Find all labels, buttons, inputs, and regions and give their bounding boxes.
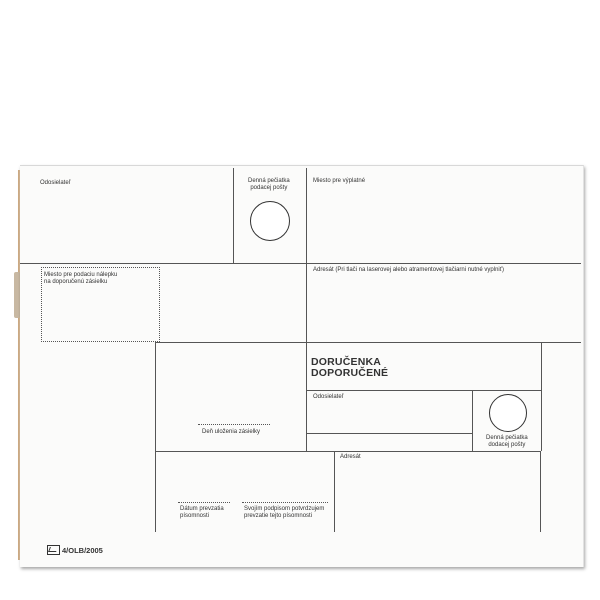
recipient-note: Adresát (Pri tlači na laserovej alebo atramentovej tlačiarni nutné vyplniť) [313, 267, 505, 273]
postage-place-label: Miesto pre výplatné [313, 178, 366, 184]
envelope-icon [47, 545, 60, 555]
slip-lower-right-edge [540, 451, 541, 532]
slip-middle-line [155, 451, 540, 452]
divider-stamp-left [233, 168, 234, 263]
sender-label: Odosielateľ [40, 180, 71, 186]
slip-sender-bottom [306, 433, 472, 434]
slip-title-underline [306, 390, 541, 391]
slip-lower-divider [334, 451, 335, 532]
slip-right-edge [541, 342, 542, 451]
slip-title: DORUČENKA DOPORUČENÉ [311, 356, 389, 379]
registered-mail-form [20, 165, 584, 567]
label-placement-text: Miesto pre podaciu nálepku na doporučenú zásielku [44, 272, 118, 285]
signature-label: Svojím podpisom potvrdzujem prevzatie tejto písomnosti [244, 506, 325, 519]
postmark-circle-top [250, 201, 290, 241]
divider-stamp-right [306, 168, 307, 342]
slip-left-line [155, 342, 156, 532]
signature-line [242, 502, 328, 503]
slip-recipient-label: Adresát [340, 454, 361, 460]
storage-day-label: Deň uloženia zásielky [202, 429, 261, 435]
slip-left-box-right [306, 342, 307, 451]
slip-stamp-label: Denná pečiatka dodacej pošty [486, 435, 528, 448]
form-code: 4/OLB/2005 [62, 546, 103, 555]
stamp-label-top: Denná pečiatka podacej pošty [248, 178, 290, 191]
storage-day-line [198, 424, 270, 425]
slip-top-line [155, 342, 581, 343]
top-section-divider [20, 263, 581, 264]
slip-sender-label: Odosielateľ [313, 394, 344, 400]
date-label: Dátum prevzatia písomnosti [180, 506, 224, 519]
postmark-circle-slip [489, 394, 527, 432]
date-line [178, 502, 230, 503]
slip-stamp-divider [472, 390, 473, 451]
